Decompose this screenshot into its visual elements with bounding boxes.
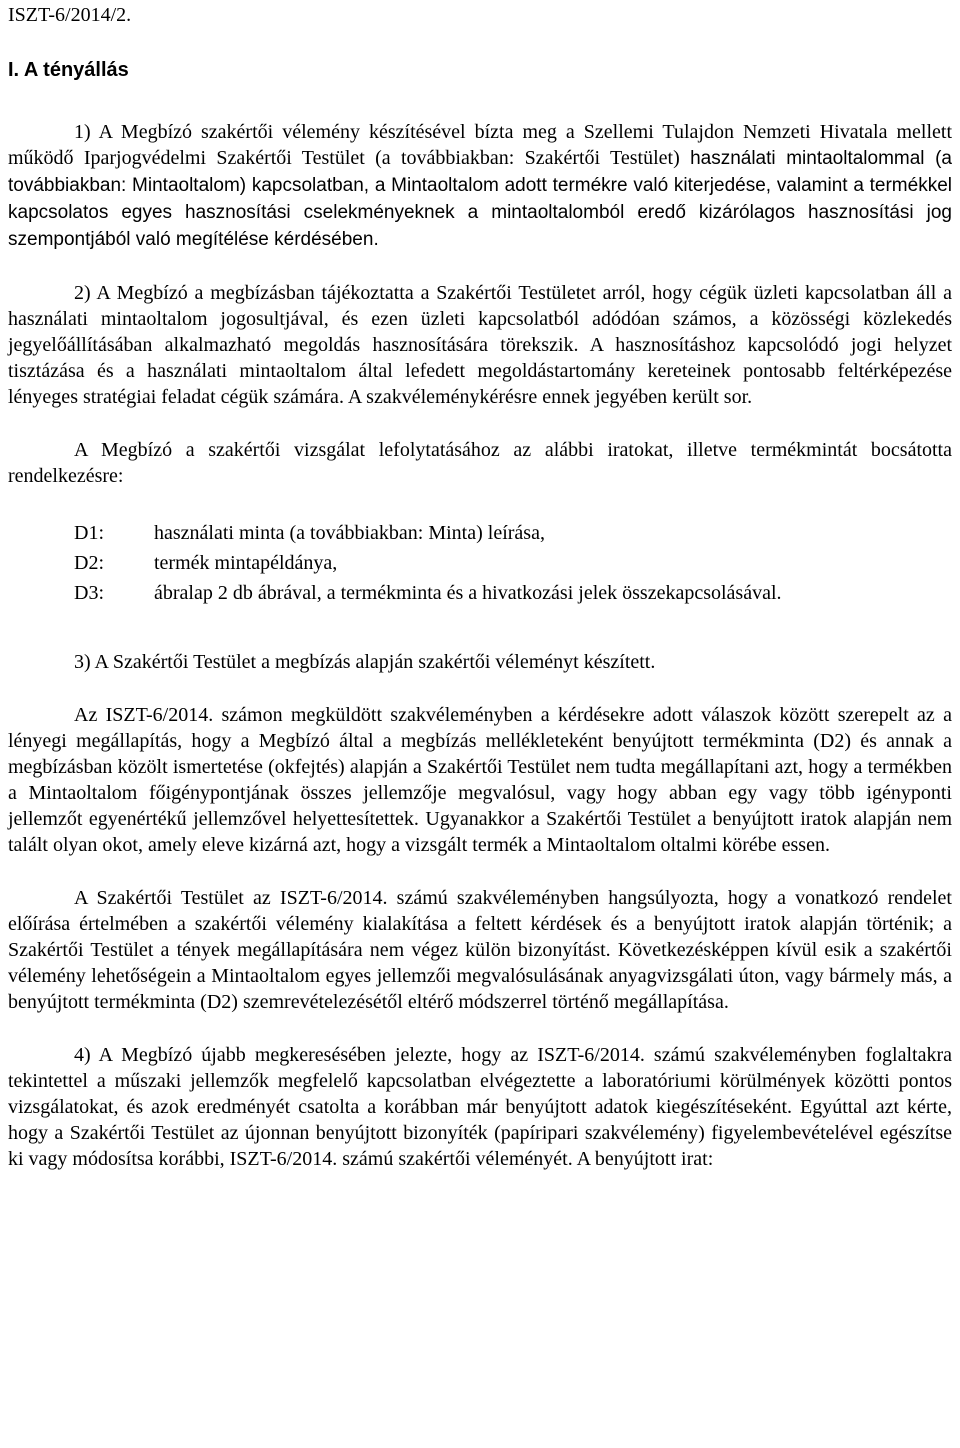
document-item-d3	[74, 580, 952, 610]
paragraph-2: 2) A Megbízó a megbízásban tájékoztatta a Szakértői Testületet arról, hogy cégük üzleti kapcsolatban áll a használati mintaoltalom jogosultjával, és ezen üzleti kapcsolatból adódóan számos, a közösségi közlekedés jegyelőállításában alkalmazható megoldás hasznosítására törekszik. A hasznosításhoz kapcsolódó jogi helyzet tisztázása és a használati mintaoltalom által lefedett megoldástartomány kereteinek pontosabb feltérképezése lényeges stratégiai feladat cégük számára. A szakvéleménykérésre ennek jegyében került sor.	[8, 282, 952, 408]
document-code: D1:	[74, 522, 104, 544]
paragraph-5: Az ISZT-6/2014. számon megküldött szakvéleményben a kérdésekre adott válaszok között szerepelt az a lényegi megállapítás, hogy a Megbízó által a megbízás mellékleteként benyújtott termékminta (D2) és annak a megbízásban közölt ismertetése (okfejtés) alapján a Szakértői Testület nem tudta megállapítani azt, hogy a termékben a Mintaoltalom főigénypontjának összes jellemzője megvalósul, vagy hogy abban egy vagy több igényponti jellemzőt egyenértékű jellemzővel helyettesítettek. Ugyanakkor a Szakértői Testület a benyújtott iratok alapján nem talált olyan okot, amely eleve kizárná azt, hogy a vizsgált termék a Mintaoltalom oltalmi körébe essen.	[8, 704, 952, 856]
paragraph-7: 4) A Megbízó újabb megkeresésében jelezte, hogy az ISZT-6/2014. számú szakvéleményben foglaltakra tekintettel a műszaki jellemzők megfelelő kapcsolatban elvégeztette a laboratóriumi körülmények közötti pontos vizsgálatokat, és azok eredményét csatolta a korábban már benyújtott adatok kiegészítéseként. Egyúttal azt kérte, hogy a Szakértői Testület az újonnan benyújtott bizonyíték (papíripari szakvélemény) figyelembevételével egészítse ki vagy módosítsa korábbi, ISZT-6/2014. számú szakértői véleményét. A benyújtott irat:	[8, 1044, 952, 1170]
paragraph-3: A Megbízó a szakértői vizsgálat lefolytatásához az alábbi iratokat, illetve termékmintát bocsátotta rendelkezésre:	[8, 439, 952, 487]
document-description: termék mintapéldánya,	[154, 552, 338, 574]
document-id: ISZT-6/2014/2.	[8, 4, 132, 26]
section-heading: I. A tényállás	[8, 59, 129, 81]
document-description: ábralap 2 db ábrával, a termékminta és a hivatkozási jelek összekapcsolásával.	[154, 582, 782, 604]
paragraph-1-continuation: használati mintaoltalommal (a továbbiakban: Mintaoltalom) kapcsolatban, a Mintaoltalom adott termékre való kiterjedése, valamint a termékkel kapcsolatos egyes hasznosítási cselekményeknek a mintaoltalomból eredő kizárólagos hasznosítási jog szempontjából való megítélése kérdésében.	[8, 148, 953, 250]
document-item-d1	[74, 520, 952, 550]
document-code: D2:	[74, 552, 104, 574]
paragraph-4: 3) A Szakértői Testület a megbízás alapján szakértői véleményt készített.	[74, 651, 656, 673]
submitted-documents-list	[8, 520, 952, 610]
paragraph-1-text: 1) A Megbízó szakértői vélemény készítésével bízta meg a Szellemi Tulajdon Nemzeti Hivatala mellett működő Iparjogvédelmi Szakértői Testület (a továbbiakban: Szakértői Testület)	[8, 121, 952, 169]
document-description: használati minta (a továbbiakban: Minta) leírása,	[154, 522, 545, 544]
document-code: D3:	[74, 582, 104, 604]
paragraph-1	[8, 119, 952, 253]
document-item-d2	[74, 550, 952, 580]
paragraph-6: A Szakértői Testület az ISZT-6/2014. számú szakvéleményben hangsúlyozta, hogy a vonatkozó rendelet előírása értelmében a szakértői vélemény kialakítása a feltett kérdések és a benyújtott iratok alapján történik; a Szakértői Testület a tények megállapítására nem végez külön bizonyítást. Következésképpen kívül esik a szakértői vélemény lehetőségein a Mintaoltalom egyes jellemzői megvalósulásának anyagvizsgálati úton, vagy bármely más, a benyújtott termékminta (D2) szemrevételezésétől eltérő módszerrel történő megállapítása.	[8, 887, 952, 1013]
